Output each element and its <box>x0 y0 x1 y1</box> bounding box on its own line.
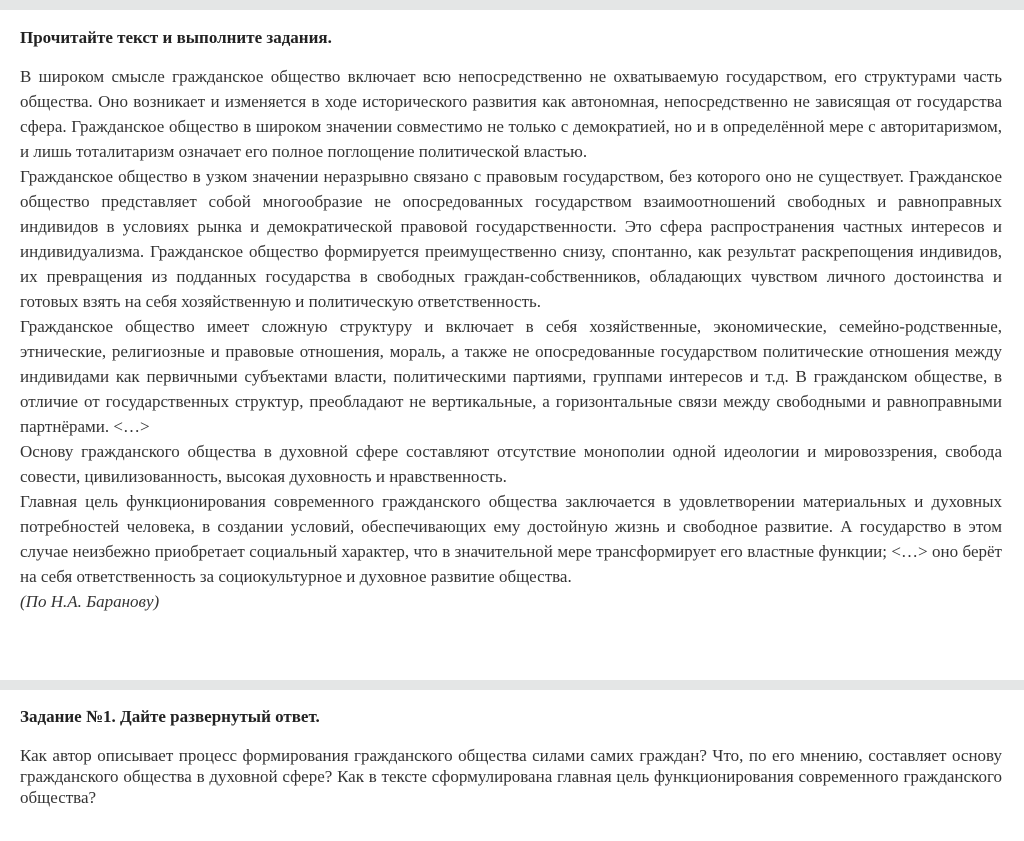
text-paragraph-2: Гражданское общество в узком значении неразрывно связано с правовым государством, без которого оно не существует. Гражданское общество представляет собой многообразие не опосредованных государством взаимоотношений свободных и равноправных индивидов в условиях рынка и демократической правовой государственности. Это сфера распространения частных интересов и индивидуализма. Гражданское общество формируется преимущественно снизу, спонтанно, как результат раскрепощения индивидов, их превращения из подданных государства в свободных граждан-собственников, обладающих чувством личного достоинства и готовых взять на себя хозяйственную и политическую ответственность. <box>20 167 1002 311</box>
text-paragraph-1: В широком смысле гражданское общество включает всю непосредственно не охватываемую государством, его структурами часть общества. Оно возникает и изменяется в ходе исторического развития как автономная, непосредственно не зависящая от государства сфера. Гражданское общество в широком значении совместимо не только с демократией, но и в определённой мере с авторитаризмом, и лишь тоталитаризм означает его полное поглощение политической властью. <box>20 67 1002 161</box>
section-divider-band <box>0 680 1024 690</box>
text-source-attribution: (По Н.А. Баранову) <box>20 592 160 611</box>
text-paragraph-5: Главная цель функционирования современного гражданского общества заключается в удовлетворении материальных и духовных потребностей человека, в создании условий, обеспечивающих ему достойную жизнь и свободное развитие. А государство в этом случае неизбежно приобретает социальный характер, что в значительной мере трансформирует его властные функции; <…> оно берёт на себя ответственность за социокультурное и духовное развитие общества. <box>20 492 1002 586</box>
task-heading: Задание №1. Дайте развернутый ответ. <box>20 707 320 726</box>
task-question: Как автор описывает процесс формирования гражданского общества силами самих граждан? Что, по его мнению, составляет основу гражданского общества в духовной сфере? Как в тексте сформулирована главная цель функционирования современного гражданского общества? <box>20 746 1002 807</box>
reading-text <box>20 64 1002 614</box>
reading-instruction-heading: Прочитайте текст и выполните задания. <box>20 28 332 47</box>
text-paragraph-3: Гражданское общество имеет сложную структуру и включает в себя хозяйственные, экономические, семейно-родственные, этнические, религиозные и правовые отношения, мораль, а также не опосредованные государством политические отношения между индивидами как первичными субъектами власти, политическими партиями, группами интересов и т.д. В гражданском обществе, в отличие от государственных структур, преобладают не вертикальные, а горизонтальные связи между свободными и равноправными партнёрами. <…> <box>20 317 1002 436</box>
text-paragraph-4: Основу гражданского общества в духовной сфере составляют отсутствие монополии одной идеологии и мировоззрения, свобода совести, цивилизованность, высокая духовность и нравственность. <box>20 442 1002 486</box>
top-divider-band <box>0 0 1024 10</box>
